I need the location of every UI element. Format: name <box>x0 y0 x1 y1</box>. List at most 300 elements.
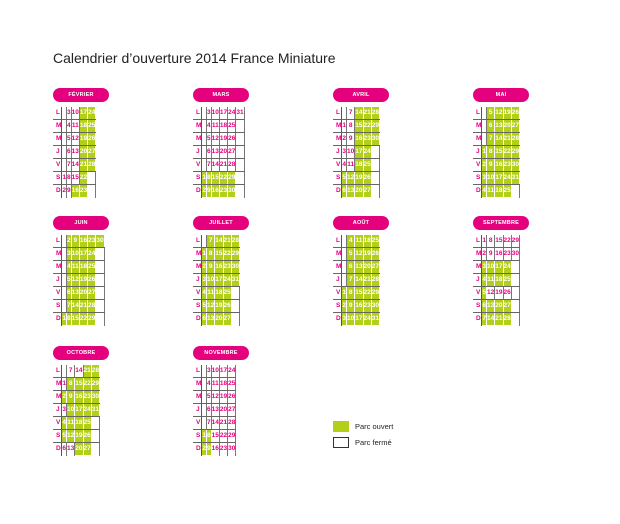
day-cell: 21 <box>363 274 371 287</box>
weekday-label: D <box>193 313 202 326</box>
weekday-label: M <box>53 378 62 391</box>
weekday-label: M <box>53 261 62 274</box>
day-cell: 4 <box>207 120 212 133</box>
weekday-row <box>193 404 236 417</box>
day-cell: 15 <box>495 235 503 248</box>
day-cell: 23 <box>363 133 371 146</box>
day-cell: 7 <box>487 133 495 146</box>
day-cell: 14 <box>211 159 219 172</box>
weekday-label: L <box>473 107 482 120</box>
day-cell: 3 <box>342 146 347 159</box>
empty-cell <box>511 185 519 198</box>
weekday-row <box>193 443 236 456</box>
weekday-row <box>53 120 96 133</box>
day-cell: 12 <box>67 430 75 443</box>
day-cell: 22 <box>79 313 87 326</box>
day-cell: 11 <box>71 120 79 133</box>
weekday-row <box>473 248 519 261</box>
day-cell: 14 <box>487 313 495 326</box>
day-cell: 27 <box>503 300 511 313</box>
month-label: JUIN <box>53 216 109 230</box>
weekday-row <box>473 313 519 326</box>
day-cell: 19 <box>79 274 87 287</box>
day-cell: 8 <box>67 172 72 185</box>
day-cell: 24 <box>88 107 96 120</box>
weekday-label: D <box>53 313 62 326</box>
empty-cell <box>511 300 519 313</box>
weekday-row <box>473 261 519 274</box>
day-cell: 15 <box>71 172 79 185</box>
day-cell: 25 <box>83 417 91 430</box>
weekday-row <box>53 365 99 378</box>
day-cell: 23 <box>503 159 511 172</box>
day-cell: 6 <box>487 120 495 133</box>
day-cell: 25 <box>88 120 96 133</box>
weekday-label: L <box>53 107 62 120</box>
day-cell: 12 <box>355 248 363 261</box>
day-cell: 12 <box>71 133 79 146</box>
day-cell: 4 <box>67 261 72 274</box>
empty-cell <box>91 443 99 456</box>
weekday-label: J <box>473 146 482 159</box>
day-cell: 14 <box>495 133 503 146</box>
day-cell: 23 <box>88 235 96 248</box>
day-cell: 20 <box>75 443 83 456</box>
day-cell: 21 <box>223 235 231 248</box>
day-cell: 6 <box>62 443 67 456</box>
day-cell: 11 <box>67 417 75 430</box>
day-cell: 31 <box>236 107 244 120</box>
day-cell: 6 <box>67 287 72 300</box>
weekday-row <box>333 107 379 120</box>
day-cell: 10 <box>487 261 495 274</box>
day-cell: 11 <box>211 378 219 391</box>
weekday-label: V <box>473 159 482 172</box>
day-cell: 17 <box>79 107 87 120</box>
day-cell: 18 <box>215 287 223 300</box>
day-cell: 16 <box>79 235 87 248</box>
empty-cell <box>236 159 244 172</box>
day-cell: 10 <box>347 313 355 326</box>
weekday-row <box>53 391 99 404</box>
day-cell: 2 <box>62 185 67 198</box>
day-cell: 30 <box>511 248 519 261</box>
day-cell: 16 <box>495 248 503 261</box>
weekday-label: M <box>333 120 342 133</box>
day-cell: 28 <box>231 235 239 248</box>
day-cell: 28 <box>503 313 511 326</box>
day-cell: 24 <box>228 365 236 378</box>
empty-cell <box>371 172 379 185</box>
day-cell: 18 <box>219 378 227 391</box>
weekday-label: L <box>193 235 202 248</box>
day-cell: 3 <box>342 313 347 326</box>
day-cell: 11 <box>211 120 219 133</box>
day-cell: 23 <box>79 185 87 198</box>
weekday-label: J <box>193 274 202 287</box>
day-cell: 1 <box>202 248 207 261</box>
weekday-row <box>333 287 379 300</box>
day-cell: 24 <box>363 146 371 159</box>
day-cell: 9 <box>207 443 212 456</box>
weekday-row <box>333 172 379 185</box>
day-cell: 21 <box>495 313 503 326</box>
weekday-label: L <box>53 235 62 248</box>
day-cell: 3 <box>207 365 212 378</box>
day-cell: 3 <box>62 404 67 417</box>
weekday-label: S <box>53 430 62 443</box>
day-cell: 20 <box>363 261 371 274</box>
day-cell: 10 <box>211 365 219 378</box>
day-cell: 4 <box>347 235 355 248</box>
day-cell: 14 <box>355 274 363 287</box>
day-cell: 30 <box>228 443 236 456</box>
day-cell: 9 <box>487 248 495 261</box>
day-cell: 24 <box>503 261 511 274</box>
empty-cell <box>371 146 379 159</box>
weekday-label: D <box>473 313 482 326</box>
day-cell: 18 <box>219 120 227 133</box>
weekday-label: S <box>473 300 482 313</box>
day-cell: 26 <box>511 107 519 120</box>
empty-cell <box>511 313 519 326</box>
day-cell: 6 <box>207 404 212 417</box>
weekday-label: M <box>53 391 62 404</box>
day-cell: 18 <box>355 159 363 172</box>
day-cell: 2 <box>62 391 67 404</box>
empty-cell <box>88 185 96 198</box>
weekday-row <box>53 378 99 391</box>
weekday-row <box>193 287 239 300</box>
weekday-row <box>193 261 239 274</box>
day-cell: 13 <box>71 146 79 159</box>
weekday-label: J <box>473 274 482 287</box>
day-cell: 29 <box>511 235 519 248</box>
day-cell: 27 <box>371 261 379 274</box>
day-cell: 23 <box>363 300 371 313</box>
day-cell: 15 <box>75 378 83 391</box>
day-cell: 25 <box>228 378 236 391</box>
page-title: Calendrier d’ouverture 2014 France Miniature <box>53 50 336 66</box>
month-label: MARS <box>193 88 249 102</box>
weekday-label: S <box>193 300 202 313</box>
day-cell: 30 <box>228 185 236 198</box>
weekday-label: D <box>193 443 202 456</box>
empty-cell <box>96 287 104 300</box>
day-cell: 7 <box>482 313 487 326</box>
day-cell: 29 <box>371 120 379 133</box>
day-cell: 7 <box>67 365 75 378</box>
weekday-row <box>53 261 104 274</box>
weekday-row <box>333 185 379 198</box>
month-table <box>53 107 96 198</box>
day-cell: 22 <box>219 172 227 185</box>
weekday-label: D <box>53 443 62 456</box>
day-cell: 14 <box>71 159 79 172</box>
empty-cell <box>371 159 379 172</box>
weekday-label: M <box>193 391 202 404</box>
weekday-label: M <box>333 133 342 146</box>
weekday-row <box>193 391 236 404</box>
empty-cell <box>231 287 239 300</box>
day-cell: 25 <box>223 287 231 300</box>
day-cell: 2 <box>67 235 72 248</box>
day-cell: 1 <box>62 378 67 391</box>
weekday-row <box>193 417 236 430</box>
day-cell: 9 <box>67 391 75 404</box>
weekday-row <box>193 300 239 313</box>
day-cell: 16 <box>71 185 79 198</box>
day-cell: 19 <box>219 391 227 404</box>
weekday-row <box>53 430 99 443</box>
day-cell: 27 <box>83 443 91 456</box>
legend-open-label: Parc ouvert <box>355 422 394 431</box>
weekday-row <box>193 133 244 146</box>
day-cell: 5 <box>347 248 355 261</box>
weekday-label: S <box>473 172 482 185</box>
day-cell: 23 <box>219 185 227 198</box>
weekday-label: L <box>333 107 342 120</box>
day-cell: 9 <box>207 185 212 198</box>
weekday-label: D <box>53 185 62 198</box>
day-cell: 9 <box>347 300 355 313</box>
day-cell: 31 <box>231 274 239 287</box>
day-cell: 2 <box>202 261 207 274</box>
weekday-label: D <box>193 185 202 198</box>
weekday-row <box>333 146 379 159</box>
weekday-label: M <box>333 261 342 274</box>
day-cell: 9 <box>71 235 79 248</box>
day-cell: 28 <box>371 107 379 120</box>
weekday-row <box>193 146 244 159</box>
day-cell: 15 <box>211 172 219 185</box>
day-cell: 27 <box>511 120 519 133</box>
day-cell: 21 <box>79 159 87 172</box>
day-cell: 1 <box>62 172 67 185</box>
empty-cell <box>96 248 104 261</box>
weekday-label: S <box>333 300 342 313</box>
day-cell: 9 <box>347 133 355 146</box>
weekday-row <box>53 185 96 198</box>
day-cell: 5 <box>62 430 67 443</box>
day-cell: 26 <box>223 300 231 313</box>
day-cell: 17 <box>219 365 227 378</box>
day-cell: 23 <box>219 443 227 456</box>
weekday-row <box>473 107 519 120</box>
empty-cell <box>231 300 239 313</box>
weekday-row <box>333 159 379 172</box>
weekday-row <box>53 146 96 159</box>
weekday-label: L <box>193 365 202 378</box>
day-cell: 26 <box>88 274 96 287</box>
day-cell: 17 <box>355 146 363 159</box>
day-cell: 20 <box>219 146 227 159</box>
weekday-row <box>53 133 96 146</box>
day-cell: 28 <box>228 159 236 172</box>
weekday-label: V <box>333 159 342 172</box>
day-cell: 24 <box>223 274 231 287</box>
day-cell: 3 <box>202 274 207 287</box>
weekday-label: M <box>473 261 482 274</box>
day-cell: 8 <box>347 287 355 300</box>
empty-cell <box>91 430 99 443</box>
day-cell: 14 <box>211 417 219 430</box>
day-cell: 23 <box>503 248 511 261</box>
day-cell: 12 <box>487 287 495 300</box>
weekday-label: J <box>193 404 202 417</box>
day-cell: 17 <box>495 261 503 274</box>
day-cell: 6 <box>482 300 487 313</box>
weekday-row <box>53 300 104 313</box>
day-cell: 22 <box>363 120 371 133</box>
empty-cell <box>88 172 96 185</box>
weekday-label: D <box>473 185 482 198</box>
day-cell: 18 <box>495 274 503 287</box>
weekday-label: L <box>193 107 202 120</box>
day-cell: 20 <box>503 120 511 133</box>
day-cell: 12 <box>207 300 215 313</box>
weekday-label: V <box>193 159 202 172</box>
month-table <box>193 107 245 198</box>
day-cell: 17 <box>219 107 227 120</box>
weekday-label: S <box>193 172 202 185</box>
empty-cell <box>236 172 244 185</box>
day-cell: 22 <box>219 430 227 443</box>
weekday-label: D <box>333 313 342 326</box>
weekday-label: M <box>53 133 62 146</box>
day-cell: 25 <box>228 120 236 133</box>
day-cell: 25 <box>503 274 511 287</box>
day-cell: 27 <box>223 313 231 326</box>
weekday-row <box>193 378 236 391</box>
day-cell: 21 <box>83 365 91 378</box>
day-cell: 10 <box>207 274 215 287</box>
empty-cell <box>511 287 519 300</box>
day-cell: 12 <box>495 107 503 120</box>
day-cell: 10 <box>67 404 75 417</box>
day-cell: 3 <box>482 261 487 274</box>
weekday-row <box>333 133 379 146</box>
weekday-label: S <box>53 172 62 185</box>
day-cell: 12 <box>211 133 219 146</box>
day-cell: 18 <box>495 185 503 198</box>
weekday-label: M <box>193 261 202 274</box>
day-cell: 30 <box>91 391 99 404</box>
weekday-row <box>53 417 99 430</box>
month-label: MAI <box>473 88 529 102</box>
day-cell: 4 <box>62 417 67 430</box>
day-cell: 12 <box>71 274 79 287</box>
weekday-row <box>53 172 96 185</box>
month-table <box>473 107 520 198</box>
empty-cell <box>96 313 104 326</box>
empty-cell <box>91 417 99 430</box>
day-cell: 8 <box>67 378 75 391</box>
weekday-row <box>53 235 104 248</box>
day-cell: 14 <box>71 300 79 313</box>
day-cell: 30 <box>511 159 519 172</box>
weekday-row <box>333 261 379 274</box>
weekday-row <box>333 248 379 261</box>
day-cell: 25 <box>88 261 96 274</box>
day-cell: 8 <box>207 430 212 443</box>
day-cell: 29 <box>231 248 239 261</box>
day-cell: 29 <box>228 430 236 443</box>
day-cell: 8 <box>487 146 495 159</box>
month-table <box>333 107 380 198</box>
month-label: OCTOBRE <box>53 346 109 360</box>
weekday-label: V <box>193 287 202 300</box>
day-cell: 8 <box>67 313 72 326</box>
weekday-row <box>473 120 519 133</box>
day-cell: 22 <box>503 146 511 159</box>
day-cell: 6 <box>67 146 72 159</box>
day-cell: 2 <box>342 300 347 313</box>
day-cell: 3 <box>207 107 212 120</box>
day-cell: 30 <box>371 133 379 146</box>
day-cell: 2 <box>202 443 207 456</box>
day-cell: 1 <box>62 313 67 326</box>
day-cell: 29 <box>88 313 96 326</box>
day-cell: 12 <box>211 391 219 404</box>
day-cell: 26 <box>371 248 379 261</box>
day-cell: 27 <box>88 287 96 300</box>
day-cell: 13 <box>67 443 75 456</box>
empty-cell <box>236 120 244 133</box>
weekday-row <box>473 172 519 185</box>
day-cell: 8 <box>487 235 495 248</box>
day-cell: 27 <box>363 185 371 198</box>
weekday-label: L <box>53 365 62 378</box>
day-cell: 11 <box>207 287 215 300</box>
day-cell: 9 <box>207 261 215 274</box>
day-cell: 8 <box>207 172 212 185</box>
day-cell: 16 <box>211 443 219 456</box>
empty-cell <box>371 185 379 198</box>
weekday-label: M <box>473 248 482 261</box>
day-cell: 14 <box>75 365 83 378</box>
day-cell: 4 <box>482 274 487 287</box>
day-cell: 3 <box>67 107 72 120</box>
empty-cell <box>236 146 244 159</box>
weekday-row <box>473 287 519 300</box>
day-cell: 23 <box>83 391 91 404</box>
day-cell: 7 <box>347 274 355 287</box>
empty-cell <box>231 313 239 326</box>
day-cell: 28 <box>511 133 519 146</box>
day-cell: 11 <box>355 235 363 248</box>
day-cell: 18 <box>79 120 87 133</box>
weekday-row <box>193 120 244 133</box>
day-cell: 19 <box>355 172 363 185</box>
day-cell: 13 <box>495 120 503 133</box>
weekday-row <box>53 313 104 326</box>
weekday-row <box>333 274 379 287</box>
day-cell: 20 <box>79 287 87 300</box>
day-cell: 19 <box>79 133 87 146</box>
weekday-row <box>53 287 104 300</box>
day-cell: 24 <box>88 248 96 261</box>
day-cell: 30 <box>96 235 104 248</box>
day-cell: 21 <box>219 417 227 430</box>
day-cell: 22 <box>83 378 91 391</box>
day-cell: 2 <box>482 248 487 261</box>
day-cell: 6 <box>207 146 212 159</box>
day-cell: 29 <box>511 146 519 159</box>
day-cell: 17 <box>215 274 223 287</box>
day-cell: 26 <box>228 133 236 146</box>
day-cell: 24 <box>363 313 371 326</box>
